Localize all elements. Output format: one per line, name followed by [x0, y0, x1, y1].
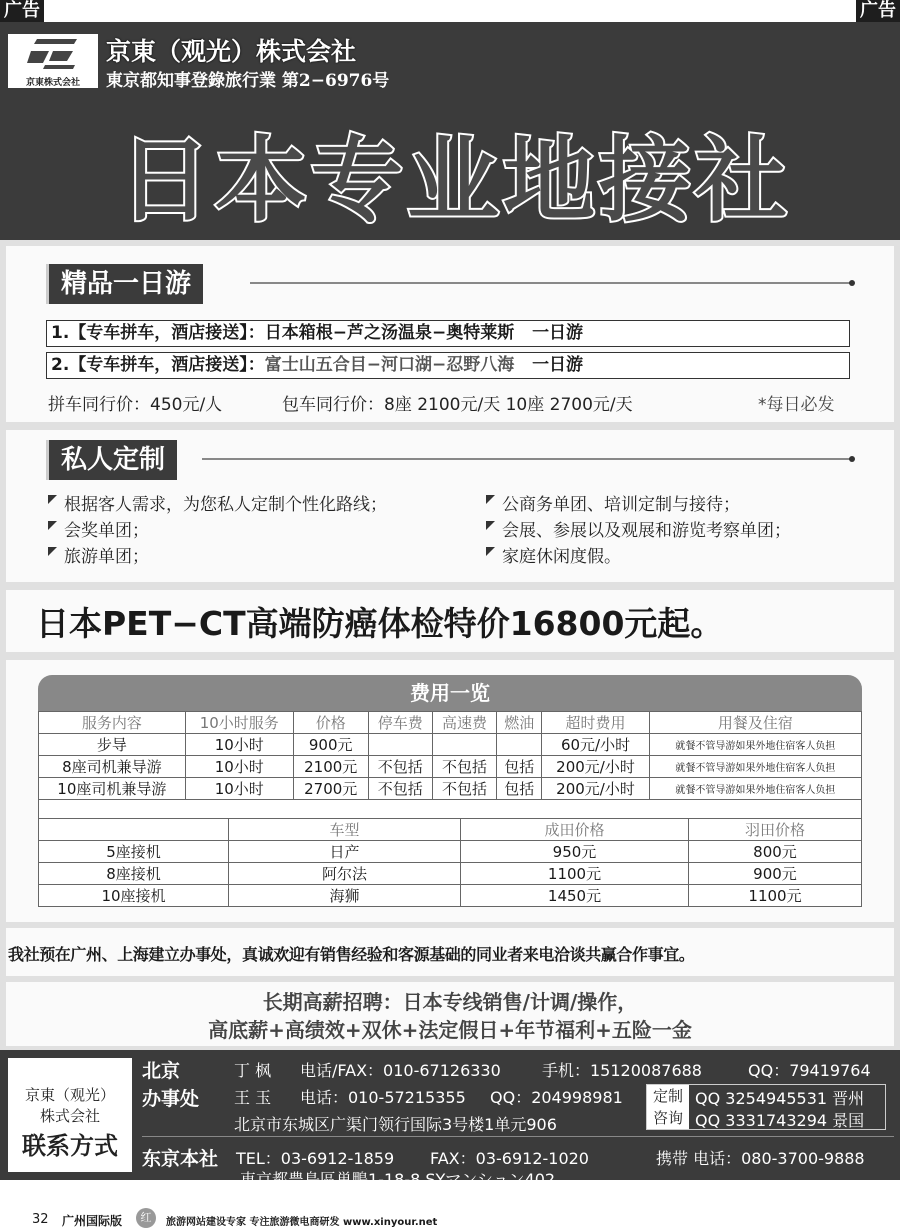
th	[39, 819, 229, 841]
custom-title: 私人定制	[46, 440, 177, 480]
contact-name: 丁 枫	[234, 1061, 272, 1080]
th: 成田价格	[461, 819, 689, 841]
table-row	[39, 863, 862, 885]
contact-label-box	[8, 1058, 132, 1172]
cell: 10小时	[185, 734, 293, 756]
contact-section	[0, 1050, 900, 1189]
cell: 5座接机	[39, 841, 229, 863]
footer-slogan: 旅游网站建设专家 专注旅游微电商研发 www.xinyour.net	[166, 1217, 438, 1228]
ad-label-left: 广告	[0, 0, 44, 22]
tokyo-mobile: 携带 电话：080-3700-9888	[656, 1149, 865, 1168]
th: 价格	[293, 712, 368, 734]
th: 高速费	[432, 712, 496, 734]
th: 燃油	[497, 712, 542, 734]
tokyo-fax: FAX：03-6912-1020	[430, 1149, 589, 1168]
divider-dot	[849, 456, 855, 462]
table-row	[39, 734, 862, 756]
ad-label-right: 广告	[856, 0, 900, 22]
table-header	[39, 819, 862, 841]
table-row	[39, 756, 862, 778]
contact-name: 王 玉	[234, 1088, 272, 1107]
list-item: 家庭休闲度假。	[484, 542, 791, 568]
recruit-line-1: 长期高薪招聘：日本专线销售/计调/操作，	[262, 990, 638, 1014]
cell: 1100元	[461, 863, 689, 885]
trip-2	[46, 352, 850, 379]
th: 用餐及住宿	[649, 712, 861, 734]
page-number: 32	[32, 1212, 49, 1227]
table-row	[39, 841, 862, 863]
contact-heading: 联系方式	[22, 1132, 118, 1160]
th: 车型	[229, 819, 461, 841]
tokyo-label: 东京本社	[142, 1148, 219, 1170]
charter-price: 包车同行价：8座 2100元/天 10座 2700元/天	[282, 395, 633, 415]
list-item: 会奖单团；	[46, 516, 387, 542]
trip-num: 1.	[51, 323, 70, 343]
cell: 包括	[497, 756, 542, 778]
cell	[497, 734, 542, 756]
consult-label: 定制 咨询	[647, 1085, 689, 1129]
cell: 10座接机	[39, 885, 229, 907]
table-header	[39, 712, 862, 734]
tokyo-tel: TEL：03-6912-1859	[236, 1149, 395, 1168]
header	[0, 22, 900, 240]
list-item: 根据客人需求，为您私人定制个性化路线；	[46, 490, 387, 516]
cell: 10小时	[185, 778, 293, 800]
th: 服务内容	[39, 712, 186, 734]
custom-consult-box	[646, 1084, 886, 1130]
company-line: 京東（观光）	[24, 1086, 115, 1104]
cell: 不包括	[432, 756, 496, 778]
cell: 1100元	[689, 885, 862, 907]
divider-dot	[849, 280, 855, 286]
cell: 就餐不管导游如果外地住宿客人负担	[649, 756, 861, 778]
cell: 800元	[689, 841, 862, 863]
th: 羽田价格	[689, 819, 862, 841]
cell: 不包括	[432, 778, 496, 800]
trip-num: 2.	[51, 355, 70, 375]
contact-tel: 电话/FAX：010-67126330	[300, 1061, 501, 1080]
badge-icon: 红	[136, 1208, 156, 1228]
tokyo-address: 東京都豊島區巣鴨1-18-8 SYマンション402	[240, 1170, 556, 1189]
recruit-line-2: 高底薪+高绩效+双休+法定假日+年节福利+五险一金	[208, 1018, 692, 1042]
divider	[202, 458, 850, 460]
trip-suffix: 一日游	[532, 355, 584, 375]
cell: 8座接机	[39, 863, 229, 885]
table-row	[39, 885, 862, 907]
list-item: 旅游单团；	[46, 542, 387, 568]
cell	[432, 734, 496, 756]
beijing-label: 北京	[142, 1060, 181, 1082]
th: 超时费用	[542, 712, 650, 734]
th: 10小时服务	[185, 712, 293, 734]
cell: 900元	[689, 863, 862, 885]
divider	[142, 1136, 894, 1137]
cell: 阿尔法	[229, 863, 461, 885]
fees-title: 费用一览	[38, 675, 862, 711]
custom-list-left	[46, 490, 387, 568]
logo-text: 京東株式会社	[25, 78, 80, 88]
cell: 60元/小时	[542, 734, 650, 756]
logo-icon	[23, 37, 83, 71]
th: 停车费	[368, 712, 432, 734]
contact-qq: QQ：79419764	[748, 1061, 871, 1080]
cell: 2100元	[293, 756, 368, 778]
company-line: 株式会社	[39, 1107, 100, 1125]
cell: 日产	[229, 841, 461, 863]
table-row	[39, 778, 862, 800]
contact-tel: 电话：010-57215355	[300, 1088, 466, 1107]
cell: 就餐不管导游如果外地住宿客人负担	[649, 778, 861, 800]
license-number: 東京都知事登錄旅行業 第2−6976号	[106, 71, 390, 91]
cell: 200元/小时	[542, 778, 650, 800]
cell: 步导	[39, 734, 186, 756]
cell: 就餐不管导游如果外地住宿客人负担	[649, 734, 861, 756]
company-logo	[8, 34, 98, 88]
edition: 广州国际版	[62, 1214, 123, 1228]
trip-suffix: 一日游	[532, 323, 584, 343]
contact-mobile: 手机：15120087688	[542, 1061, 702, 1080]
cell: 10小时	[185, 756, 293, 778]
office-notice: 我社预在广州、上海建立办事处，真诚欢迎有销售经验和客源基础的同业者来电洽谈共赢合作事宜。	[8, 945, 695, 964]
spacer-row	[39, 800, 862, 820]
daily-departure: *每日必发	[758, 395, 835, 415]
divider	[250, 282, 850, 284]
shared-price: 拼车同行价：450元/人	[48, 395, 223, 415]
cell	[368, 734, 432, 756]
list-item: 公商务单团、培训定制与接待；	[484, 490, 791, 516]
trip-route: 富士山五合目−河口湖−忍野八海	[264, 355, 515, 375]
headline: 日本专业地接社	[118, 127, 791, 234]
cell: 海狮	[229, 885, 461, 907]
trip-tag: 【专车拼车，酒店接送】：	[69, 323, 265, 343]
list-item: 会展、参展以及观展和游览考察单团；	[484, 516, 791, 542]
company-name: 京東（观光）株式会社	[106, 37, 357, 66]
cell: 900元	[293, 734, 368, 756]
cell: 不包括	[368, 778, 432, 800]
cell: 不包括	[368, 756, 432, 778]
beijing-address: 北京市东城区广渠门领行国际3号楼1单元906	[234, 1115, 557, 1134]
trip-1	[46, 320, 850, 347]
service-fee-table	[38, 711, 862, 820]
cell: 10座司机兼导游	[39, 778, 186, 800]
custom-list-right	[484, 490, 791, 568]
day-tour-title: 精品一日游	[46, 264, 203, 304]
consult-qq: QQ 3331743294 景国	[695, 1111, 865, 1130]
trip-tag: 【专车拼车，酒店接送】：	[69, 355, 265, 375]
airport-pickup-table	[38, 818, 862, 907]
consult-qq: QQ 3254945531 晋州	[695, 1089, 865, 1108]
pet-ct-offer: 日本PET−CT高端防癌体检特价16800元起。	[36, 604, 724, 643]
custom-panel	[6, 430, 894, 582]
trip-route: 日本箱根−芦之汤温泉−奥特莱斯	[264, 323, 515, 343]
cell: 2700元	[293, 778, 368, 800]
cell: 1450元	[461, 885, 689, 907]
cell: 950元	[461, 841, 689, 863]
cell: 包括	[497, 778, 542, 800]
office-label: 办事处	[142, 1088, 200, 1110]
cell: 8座司机兼导游	[39, 756, 186, 778]
cell: 200元/小时	[542, 756, 650, 778]
contact-qq: QQ：204998981	[490, 1088, 623, 1107]
